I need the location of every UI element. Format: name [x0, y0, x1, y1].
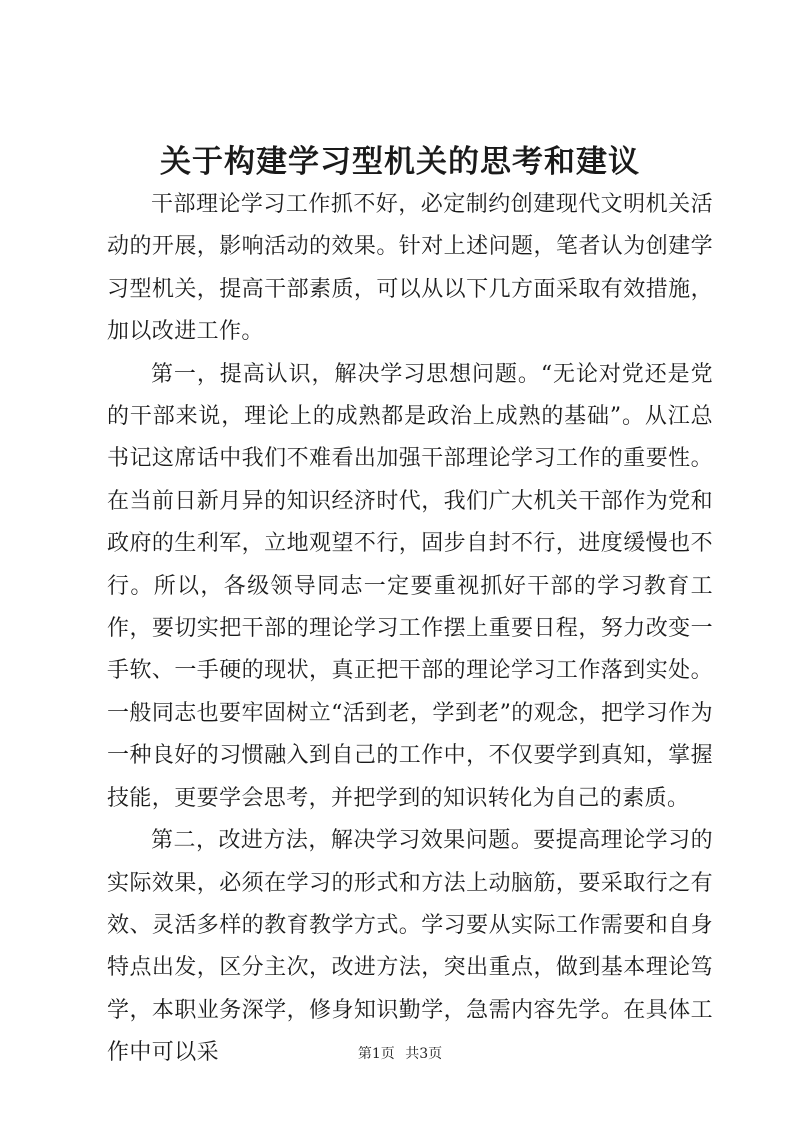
page-number: 第1页 [357, 1046, 395, 1062]
paragraph-3: 第二，改进方法，解决学习效果问题。要提高理论学习的实际效果，必须在学习的形式和方法上动脑筋，要采取行之有效、灵活多样的教育教学方式。学习要从实际工作需要和自身特点出发，区分主次，改进方法，突出重点，做到基本理论笃学，本职业务深学，修身知识勤学，急需内容先学。在具体工作中可以采 [107, 828, 713, 1066]
paragraph-2: 第一，提高认识，解决学习思想问题。“无论对党还是党的干部来说，理论上的成熟都是政治上成熟的基础”。从江总书记这席话中我们不难看出加强干部理论学习工作的重要性。在当前日新月异的知识经济时代，我们广大机关干部作为党和政府的生利军，立地观望不行，固步自封不行，进度缓慢也不行。所以，各级领导同志一定要重视抓好干部的学习教育工作，要切实把干部的理论学习工作摆上重要日程，努力改变一手软、一手硬的现状，真正把干部的理论学习工作落到实处。一般同志也要牢固树立“活到老，学到老”的观念，把学习作为一种良好的习惯融入到自己的工作中，不仅要学到真知，掌握技能，更要学会思考，并把学到的知识转化为自己的素质。 [107, 361, 713, 811]
paragraph-1: 干部理论学习工作抓不好，必定制约创建现代文明机关活动的开展，影响活动的效果。针对上述问题，笔者认为创建学习型机关，提高干部素质，可以从以下几方面采取有效措施，加以改进工作。 [107, 192, 713, 345]
document-body [107, 184, 713, 1075]
page-footer [0, 1044, 800, 1064]
page-total: 共3页 [405, 1046, 443, 1062]
document-title: 关于构建学习型机关的思考和建议 [160, 144, 640, 180]
